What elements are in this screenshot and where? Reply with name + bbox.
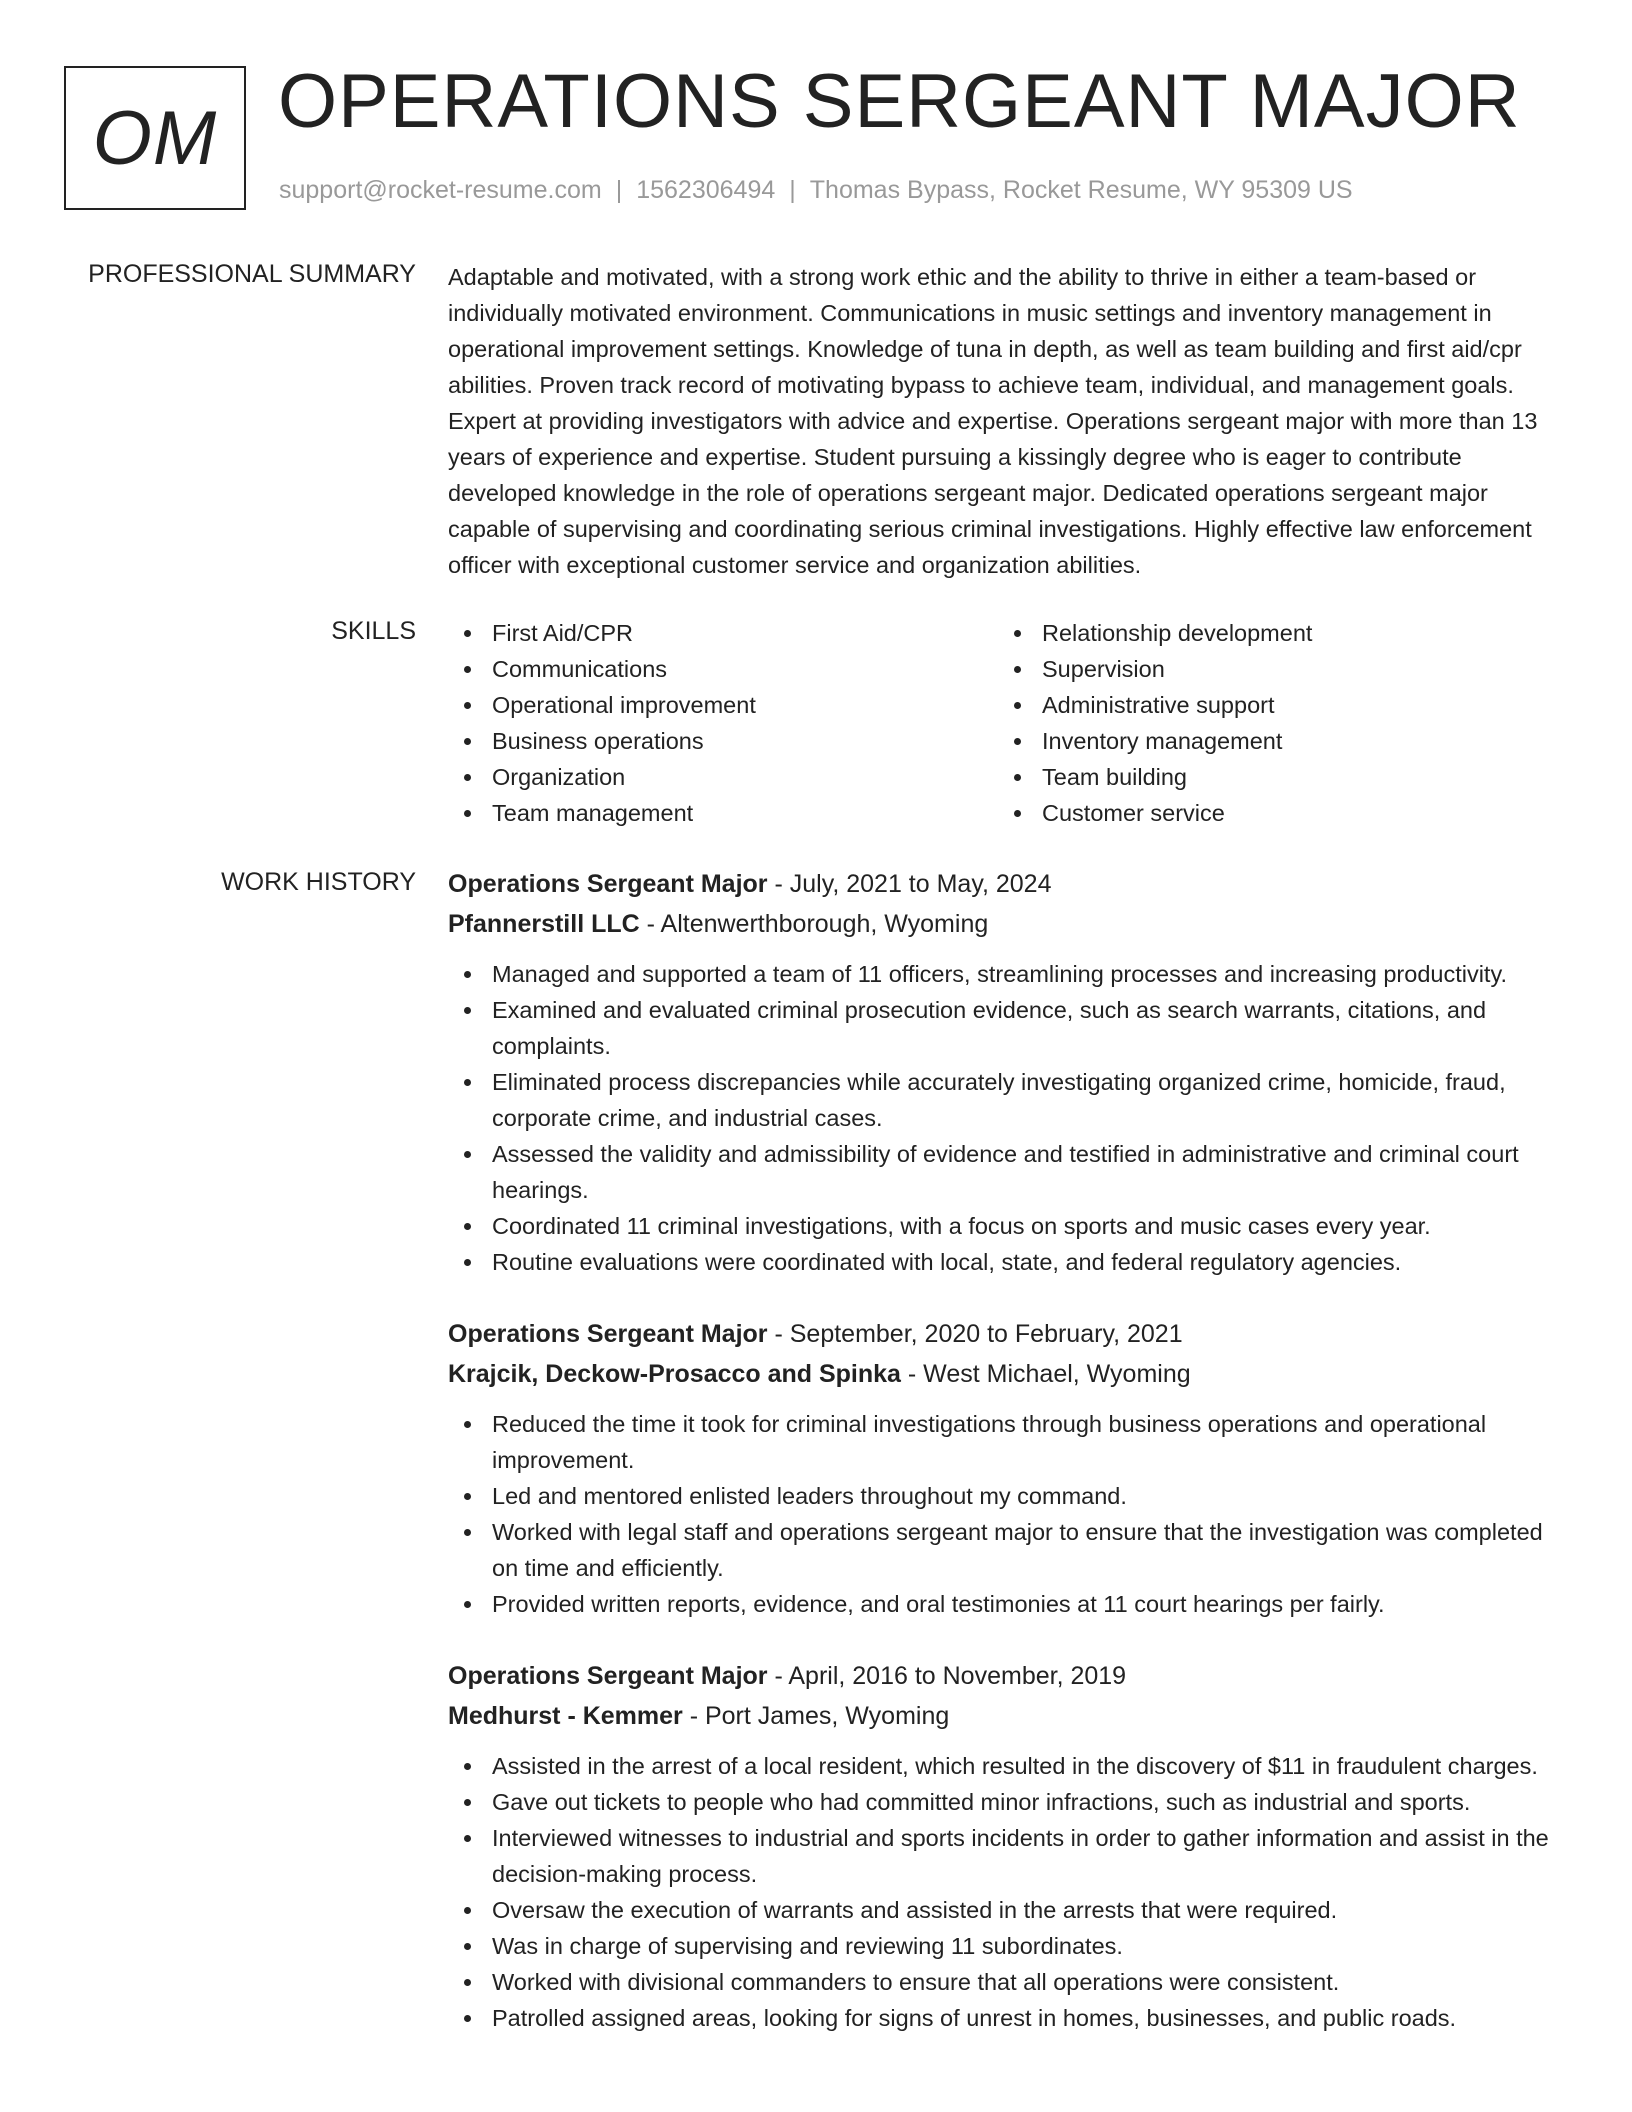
job-bullets	[448, 1406, 1568, 1622]
job-bullet: Provided written reports, evidence, and oral testimonies at 11 court hearings per fairly.	[448, 1586, 1568, 1622]
job-title: Operations Sergeant Major	[448, 1320, 768, 1348]
summary-section	[448, 259, 1568, 583]
job-company-line	[448, 904, 1568, 944]
contact-separator: |	[615, 176, 623, 204]
job-entry	[448, 864, 1568, 1280]
job-title-line	[448, 864, 1568, 904]
page-title: OPERATIONS SERGEANT MAJOR	[278, 59, 1521, 144]
job-bullet: Eliminated process discrepancies while accurately investigating organized crime, homicide, fraud, corporate crime, and industrial cases.	[448, 1064, 1568, 1136]
skill-item: Organization	[448, 759, 998, 795]
job-bullet: Patrolled assigned areas, looking for signs of unrest in homes, businesses, and public roads.	[448, 2000, 1568, 2036]
job-bullet: Managed and supported a team of 11 officers, streamlining processes and increasing productivity.	[448, 956, 1568, 992]
skills-section	[448, 615, 1568, 831]
skill-item: Business operations	[448, 723, 998, 759]
job-entry	[448, 1314, 1568, 1622]
summary-text: Adaptable and motivated, with a strong work ethic and the ability to thrive in either a team-based or individually motivated environment. Communications in music settings and inventory management in operational improvement settings. Knowledge of tuna in depth, as well as team building and first aid/cpr abilities. Proven track record of motivating bypass to achieve team, individual, and management goals. Expert at providing investigators with advice and expertise. Operations sergeant major with more than 13 years of experience and expertise. Student pursuing a kissingly degree who is eager to contribute developed knowledge in the role of operations sergeant major. Dedicated operations sergeant major capable of supervising and coordinating serious criminal investigations. Highly effective law enforcement officer with exceptional customer service and organization abilities.	[448, 264, 1538, 578]
job-company: Krajcik, Deckow-Prosacco and Spinka	[448, 1360, 901, 1388]
job-company-line	[448, 1696, 1568, 1736]
section-label-work-history: WORK HISTORY	[221, 868, 416, 896]
job-title-line	[448, 1314, 1568, 1354]
job-company: Medhurst - Kemmer	[448, 1702, 683, 1730]
job-bullets	[448, 956, 1568, 1280]
job-bullet: Reduced the time it took for criminal investigations through business operations and operational improvement.	[448, 1406, 1568, 1478]
job-company-line	[448, 1354, 1568, 1394]
skill-item: Customer service	[998, 795, 1548, 831]
job-bullet: Coordinated 11 criminal investigations, with a focus on sports and music cases every year.	[448, 1208, 1568, 1244]
job-location: - Altenwerthborough, Wyoming	[639, 910, 989, 938]
contact-email[interactable]: support@rocket-resume.com	[279, 176, 602, 204]
contact-separator: |	[789, 176, 796, 204]
job-dates: - April, 2016 to November, 2019	[767, 1662, 1127, 1690]
skills-list-right	[998, 615, 1548, 831]
skill-item: Supervision	[998, 651, 1548, 687]
job-bullets	[448, 1748, 1568, 2036]
work-history-section	[448, 864, 1568, 2070]
contact-phone[interactable]: 1562306494	[636, 176, 776, 204]
section-label-summary: PROFESSIONAL SUMMARY	[88, 260, 416, 288]
job-title: Operations Sergeant Major	[448, 870, 768, 898]
job-bullet: Assisted in the arrest of a local resident, which resulted in the discovery of $11 in fraudulent charges.	[448, 1748, 1568, 1784]
contact-address: Thomas Bypass, Rocket Resume, WY 95309 US	[809, 176, 1353, 204]
skill-item: Team building	[998, 759, 1548, 795]
job-bullet: Oversaw the execution of warrants and assisted in the arrests that were required.	[448, 1892, 1568, 1928]
job-location: - West Michael, Wyoming	[900, 1360, 1191, 1388]
job-bullet: Interviewed witnesses to industrial and sports incidents in order to gather information and assist in the decision-making process.	[448, 1820, 1568, 1892]
job-bullet: Assessed the validity and admissibility of evidence and testified in administrative and criminal court hearings.	[448, 1136, 1568, 1208]
section-label-skills: SKILLS	[331, 617, 416, 645]
job-dates: - September, 2020 to February, 2021	[767, 1320, 1183, 1348]
job-title-line	[448, 1656, 1568, 1696]
job-bullet: Was in charge of supervising and reviewing 11 subordinates.	[448, 1928, 1568, 1964]
skill-item: Relationship development	[998, 615, 1548, 651]
job-company: Pfannerstill LLC	[448, 910, 640, 938]
job-entry	[448, 1656, 1568, 2036]
job-bullet: Examined and evaluated criminal prosecution evidence, such as search warrants, citations, and complaints.	[448, 992, 1568, 1064]
job-dates: - July, 2021 to May, 2024	[767, 870, 1052, 898]
contact-line	[279, 176, 1353, 205]
skill-item: Operational improvement	[448, 687, 998, 723]
skill-item: Inventory management	[998, 723, 1548, 759]
monogram: OM	[64, 66, 246, 210]
job-bullet: Routine evaluations were coordinated with local, state, and federal regulatory agencies.	[448, 1244, 1568, 1280]
job-bullet: Worked with divisional commanders to ensure that all operations were consistent.	[448, 1964, 1568, 2000]
job-bullet: Gave out tickets to people who had committed minor infractions, such as industrial and sports.	[448, 1784, 1568, 1820]
skill-item: Communications	[448, 651, 998, 687]
job-bullet: Worked with legal staff and operations sergeant major to ensure that the investigation was completed on time and efficiently.	[448, 1514, 1568, 1586]
skill-item: Administrative support	[998, 687, 1548, 723]
job-title: Operations Sergeant Major	[448, 1662, 768, 1690]
job-location: - Port James, Wyoming	[682, 1702, 950, 1730]
job-bullet: Led and mentored enlisted leaders throughout my command.	[448, 1478, 1568, 1514]
skills-list-left	[448, 615, 998, 831]
skill-item: First Aid/CPR	[448, 615, 998, 651]
skill-item: Team management	[448, 795, 998, 831]
